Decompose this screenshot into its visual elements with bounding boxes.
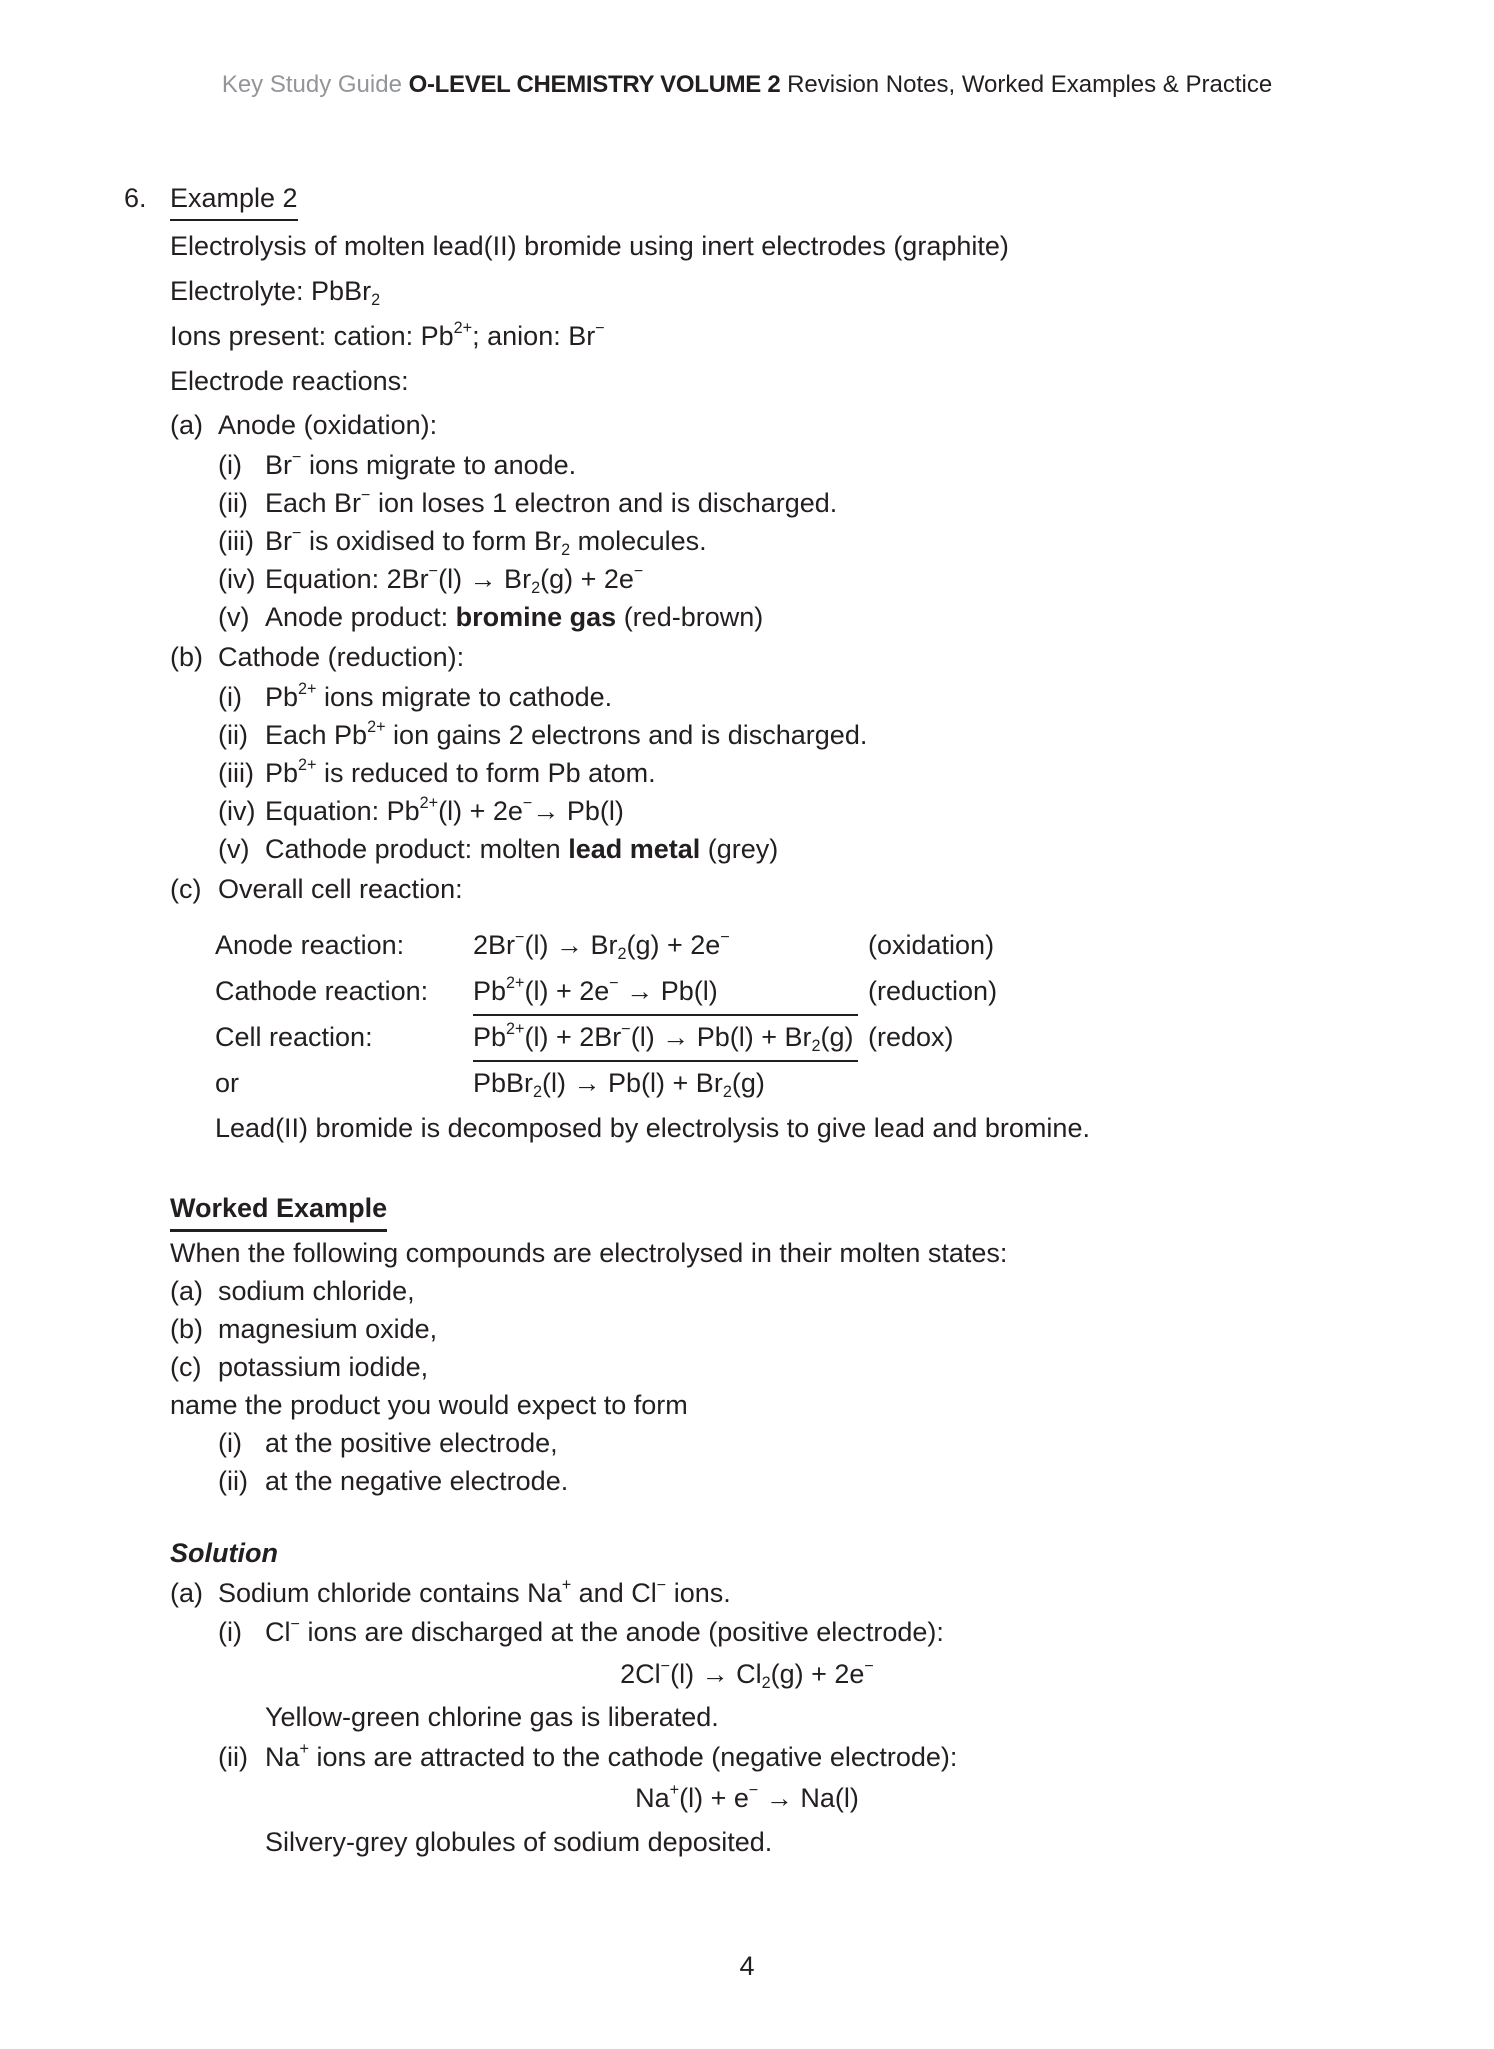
cathode-section-heading: [170, 636, 1324, 678]
compound-text: potassium iodide,: [218, 1352, 429, 1382]
overall-section-heading: [170, 868, 1324, 910]
reaction-row-cathode: [170, 968, 1324, 1014]
overall-conclusion: Lead(II) bromide is decomposed by electrolysis to give lead and bromine.: [215, 1113, 1090, 1143]
electrode-question-text: at the positive electrode,: [265, 1428, 558, 1458]
electrode-question-text: at the negative electrode.: [265, 1466, 569, 1496]
list-marker-c: (c): [170, 874, 202, 904]
list-marker-ii: (ii): [218, 720, 248, 750]
cathode-item: [170, 678, 1324, 716]
reaction-equation: PbBr$_2$(l) → $Pb(l) + Br_2(g)$: [473, 1068, 765, 1101]
list-marker-a: (a): [170, 1578, 203, 1608]
list-marker-b: (b): [170, 1314, 203, 1344]
list-marker-iii: (iii): [218, 758, 254, 788]
reaction-label: Anode reaction:: [215, 930, 405, 960]
solution-part-row: [170, 1574, 1324, 1612]
sodium-equation: Na+(l) + e− → Na(l): [635, 1780, 859, 1813]
electrode-question-row: [170, 1424, 1324, 1462]
example-heading-row: [124, 178, 1324, 224]
compound-row: [170, 1310, 1324, 1348]
reaction-equation: $Pb^{2+}(l) + 2Br^-(l) \to Pb(l) + Br_2(g)$: [473, 1014, 858, 1062]
worked-example-heading-row: [170, 1188, 1324, 1234]
anode-item: [170, 560, 1324, 598]
list-marker-i: (i): [218, 1428, 242, 1458]
cell-reaction-table: [170, 922, 1324, 1106]
anode-item: [170, 598, 1324, 636]
cathode-item: [170, 754, 1324, 792]
anode-section-title: Anode (oxidation):: [218, 410, 438, 440]
reaction-label: Cell reaction:: [215, 1022, 373, 1052]
list-marker-iii: (iii): [218, 526, 254, 556]
solution-step-row: [170, 1738, 1324, 1776]
list-marker-i: (i): [218, 1617, 242, 1647]
list-marker-ii: (ii): [218, 488, 248, 518]
header-subtitle: Revision Notes, Worked Examples & Practice: [787, 71, 1273, 98]
list-marker-i: (i): [218, 450, 242, 480]
cathode-item-text: $Pb^{2+}$ is reduced to form Pb atom.: [265, 755, 656, 788]
page-header: [0, 70, 1494, 100]
cathode-product-text: Cathode product: molten lead metal (grey): [265, 834, 779, 864]
reaction-label: Cathode reaction:: [215, 976, 429, 1006]
anode-item: [170, 484, 1324, 522]
anode-item: [170, 446, 1324, 484]
cathode-item: [170, 792, 1324, 830]
anode-item-text: Br− is oxidised to form $Br_2$ molecules.: [265, 523, 707, 559]
cathode-section-title: Cathode (reduction):: [218, 642, 465, 672]
list-marker-i: (i): [218, 682, 242, 712]
chlorine-result: Yellow-green chlorine gas is liberated.: [265, 1702, 719, 1732]
cathode-equation-text: Equation: $Pb^{2+}(l) + 2e^-\to Pb(l)$: [265, 793, 624, 826]
electrode-reactions-label: Electrode reactions:: [170, 366, 409, 396]
reaction-label: or: [215, 1068, 240, 1098]
header-series-label: Key Study Guide: [221, 71, 402, 98]
example-title: Example 2: [170, 178, 298, 221]
worked-example-intro: When the following compounds are electrolysed in their molten states:: [170, 1238, 1008, 1268]
list-marker-iv: (iv): [218, 796, 256, 826]
header-book-title: O-LEVEL CHEMISTRY VOLUME 2: [408, 71, 781, 98]
list-marker-v: (v): [218, 834, 250, 864]
reaction-equation: $2Br^-(l) \to Br_2(g) + 2e^-$: [473, 927, 730, 963]
list-marker-ii: (ii): [218, 1742, 248, 1772]
reaction-note: (reduction): [868, 976, 998, 1006]
anode-product-text: Anode product: bromine gas (red-brown): [265, 602, 764, 632]
electrolyte-line: Electrolyte: PbBr$_2$: [170, 276, 381, 309]
solution-heading-row: [170, 1532, 1324, 1574]
solution-step-row: [170, 1612, 1324, 1652]
chlorine-equation: $2Cl^-(l) \to Cl_2(g) + 2e^-$: [620, 1656, 874, 1692]
anode-item: [170, 522, 1324, 560]
sodium-result: Silvery-grey globules of sodium deposited.: [265, 1827, 773, 1857]
example-number: 6.: [124, 183, 147, 213]
list-marker-iv: (iv): [218, 564, 256, 594]
electrode-question-row: [170, 1462, 1324, 1500]
list-marker-c: (c): [170, 1352, 202, 1382]
reaction-row-anode: [170, 922, 1324, 968]
list-marker-b: (b): [170, 642, 203, 672]
compound-text: sodium chloride,: [218, 1276, 415, 1306]
anode-equation-text: Equation: $2Br^-(l) \to Br_2(g) + 2e^-$: [265, 561, 644, 597]
example-intro: Electrolysis of molten lead(II) bromide using inert electrodes (graphite): [170, 231, 1009, 261]
solution-step-text: Na+ ions are attracted to the cathode (negative electrode):: [265, 1739, 958, 1772]
compound-row: [170, 1272, 1324, 1310]
reaction-row-or: [170, 1060, 1324, 1106]
reaction-note: (oxidation): [868, 930, 995, 960]
anode-section-heading: [170, 404, 1324, 446]
cathode-item-text: $Pb^{2+}$ ions migrate to cathode.: [265, 679, 613, 712]
cathode-item: [170, 830, 1324, 868]
anode-item-text: Each Br− ion loses 1 electron and is discharged.: [265, 485, 838, 518]
list-marker-a: (a): [170, 1276, 203, 1306]
cathode-item: [170, 716, 1324, 754]
overall-section-title: Overall cell reaction:: [218, 874, 463, 904]
cathode-item-text: Each $Pb^{2+}$ ion gains 2 electrons and is discharged.: [265, 717, 868, 750]
page-number: 4: [739, 1951, 755, 1981]
worked-example-title: Worked Example: [170, 1188, 387, 1232]
list-marker-ii: (ii): [218, 1466, 248, 1496]
anode-item-text: Br− ions migrate to anode.: [265, 447, 577, 480]
worked-example-continuation: name the product you would expect to form: [170, 1390, 688, 1420]
list-marker-a: (a): [170, 410, 203, 440]
page-content: [124, 178, 1324, 1864]
solution-step-text: Cl− ions are discharged at the anode (positive electrode):: [265, 1614, 944, 1647]
compound-text: magnesium oxide,: [218, 1314, 438, 1344]
reaction-equation: $Pb^{2+}(l) + 2e^- \to Pb(l)$: [473, 968, 858, 1016]
ions-present-line: Ions present: cation: $Pb^{2+}$; anion: Br−: [170, 318, 605, 351]
list-marker-v: (v): [218, 602, 250, 632]
compound-row: [170, 1348, 1324, 1386]
solution-title: Solution: [170, 1538, 278, 1568]
solution-part-text: Sodium chloride contains Na+ and Cl− ions.: [218, 1575, 731, 1608]
reaction-note: (redox): [868, 1022, 954, 1052]
reaction-row-cell: [170, 1014, 1324, 1060]
